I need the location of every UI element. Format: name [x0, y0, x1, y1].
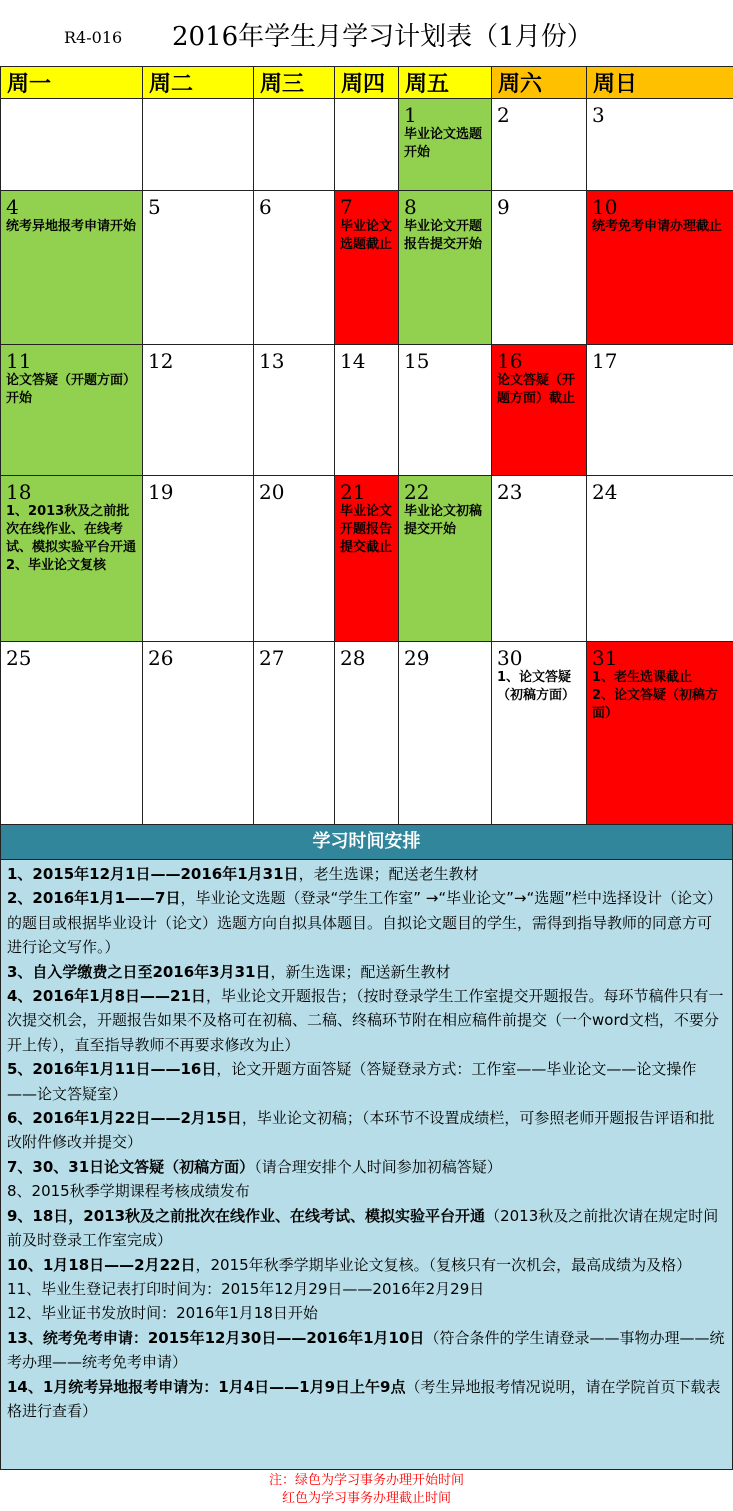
- schedule-item-desc: （请合理安排个人时间参加初稿答疑）: [254, 1158, 502, 1176]
- calendar-day-cell: [399, 345, 492, 476]
- day-number: 30: [492, 642, 586, 669]
- schedule-item-desc: （考生异地报考情况说明，请在学院首页下载表格进行查看）: [7, 1378, 721, 1420]
- calendar-day-cell: [143, 99, 254, 191]
- day-number: 6: [254, 191, 334, 218]
- calendar-day-cell: [587, 99, 733, 191]
- day-number: 20: [254, 476, 334, 503]
- calendar-day-cell: [399, 99, 492, 191]
- day-number: [254, 99, 334, 104]
- weekday-header: 周五: [399, 67, 492, 99]
- calendar-day-cell: [335, 191, 399, 345]
- calendar-day-cell: [587, 191, 733, 345]
- calendar-day-cell: [254, 191, 335, 345]
- day-event-text: 统考异地报考申请开始: [1, 218, 142, 236]
- calendar-day-cell: [335, 642, 399, 825]
- schedule-item: [7, 960, 726, 984]
- day-number: 11: [1, 345, 142, 372]
- day-event-text: 1、论文答疑（初稿方面）: [492, 669, 586, 705]
- schedule-item-desc: ，毕业论文选题（登录“学生工作室” →“毕业论文”→“选题”栏中选择设计（论文）的题目或根据毕业设计（论文）选题方向自拟具体题目。自拟论文题目的学生，需得到指导教师的同意方可进行论文写作。）: [7, 889, 722, 956]
- weekday-header: 周四: [335, 67, 399, 99]
- schedule-item-desc: ，老生选课；配送老生教材: [299, 865, 479, 883]
- calendar-day-cell: [1, 476, 143, 642]
- note-red: 红色为学习事务办理截止时间: [0, 1490, 733, 1508]
- calendar-day-cell: [399, 476, 492, 642]
- schedule-item: [7, 1326, 726, 1375]
- weekday-header: 周二: [143, 67, 254, 99]
- calendar-week-row: [1, 345, 733, 476]
- day-event-text: 1、老生选课截止 2、论文答疑（初稿方面）: [587, 669, 733, 723]
- schedule-item-desc: ，毕业论文初稿；（本环节不设置成绩栏，可参照老师开题报告评语和批改附件修改并提交）: [7, 1109, 714, 1151]
- schedule-item: [7, 1301, 726, 1325]
- day-number: 19: [143, 476, 253, 503]
- document-code: R4-016: [64, 28, 122, 47]
- calendar-day-cell: [335, 345, 399, 476]
- calendar-day-cell: [587, 345, 733, 476]
- schedule-item-desc: ，2015年秋季学期毕业论文复核。（复核只有一次机会，最高成绩为及格）: [196, 1256, 692, 1274]
- schedule-item: [7, 1179, 726, 1203]
- schedule-item: [7, 1155, 726, 1179]
- day-number: 27: [254, 642, 334, 669]
- day-number: 10: [587, 191, 733, 218]
- day-number: 12: [143, 345, 253, 372]
- day-number: 26: [143, 642, 253, 669]
- calendar-day-cell: [399, 191, 492, 345]
- day-number: 2: [492, 99, 586, 126]
- calendar-table: [0, 66, 733, 825]
- calendar-day-cell: [399, 642, 492, 825]
- day-number: [335, 99, 398, 104]
- day-number: 22: [399, 476, 491, 503]
- day-number: 17: [587, 345, 733, 372]
- schedule-item-desc: 12、毕业证书发放时间：2016年1月18日开始: [7, 1304, 318, 1322]
- day-event-text: 毕业论文选题截止: [335, 218, 398, 254]
- calendar-week-row: [1, 99, 733, 191]
- schedule-item: [7, 1375, 726, 1424]
- schedule-item-desc: 8、2015秋季学期课程考核成绩发布: [7, 1182, 250, 1200]
- schedule-item-date: 13、统考免考申请：2015年12月30日——2016年1月10日: [7, 1329, 424, 1347]
- schedule-item: [7, 862, 726, 886]
- calendar-day-cell: [143, 476, 254, 642]
- schedule-item-date: 2、2016年1月1——7日: [7, 889, 181, 907]
- day-number: 3: [587, 99, 733, 126]
- weekday-header: 周六: [492, 67, 587, 99]
- schedule-list: [1, 860, 732, 1423]
- schedule-title: 学习时间安排: [1, 825, 732, 860]
- day-number: 16: [492, 345, 586, 372]
- calendar-day-cell: [1, 191, 143, 345]
- day-number: 23: [492, 476, 586, 503]
- day-number: 1: [399, 99, 491, 126]
- schedule-item-desc: （2013秋及之前批次请在规定时间前及时登录工作室完成）: [7, 1207, 718, 1249]
- calendar-day-cell: [143, 191, 254, 345]
- day-event-text: 论文答疑（开题方面）开始: [1, 372, 142, 408]
- calendar-day-cell: [492, 99, 587, 191]
- calendar-day-cell: [1, 99, 143, 191]
- schedule-item-date: 3、自入学缴费之日至2016年3月31日: [7, 963, 271, 981]
- schedule-item: [7, 1204, 726, 1253]
- day-number: 8: [399, 191, 491, 218]
- day-number: 13: [254, 345, 334, 372]
- schedule-panel: [0, 824, 733, 1470]
- schedule-item-date: 5、2016年1月11日——16日: [7, 1060, 216, 1078]
- schedule-item-desc: 11、毕业生登记表打印时间为：2015年12月29日——2016年2月29日: [7, 1280, 484, 1298]
- calendar-day-cell: [492, 476, 587, 642]
- day-number: 7: [335, 191, 398, 218]
- day-event-text: 毕业论文初稿提交开始: [399, 503, 491, 539]
- calendar-day-cell: [587, 642, 733, 825]
- calendar-day-cell: [335, 99, 399, 191]
- schedule-item: [7, 984, 726, 1057]
- day-number: [143, 99, 253, 104]
- day-number: 28: [335, 642, 398, 669]
- calendar-day-cell: [492, 345, 587, 476]
- sheet-header: [0, 0, 733, 66]
- day-number: 25: [1, 642, 142, 669]
- day-event-text: 1、2013秋及之前批次在线作业、在线考试、模拟实验平台开通 2、毕业论文复核: [1, 503, 142, 575]
- color-legend-notes: [0, 1470, 733, 1511]
- day-number: 15: [399, 345, 491, 372]
- calendar-body: [1, 99, 733, 825]
- schedule-item-date: 9、18日，2013秋及之前批次在线作业、在线考试、模拟实验平台开通: [7, 1207, 485, 1225]
- day-number: 31: [587, 642, 733, 669]
- schedule-item: [7, 886, 726, 959]
- calendar-day-cell: [492, 642, 587, 825]
- day-event-text: 毕业论文开题报告提交开始: [399, 218, 491, 254]
- calendar-day-cell: [587, 476, 733, 642]
- day-event-text: 毕业论文开题报告提交截止: [335, 503, 398, 557]
- schedule-item-desc: ，论文开题方面答疑（答疑登录方式：工作室——毕业论文——论文操作——论文答疑室）: [7, 1060, 696, 1102]
- schedule-item: [7, 1253, 726, 1277]
- day-number: 9: [492, 191, 586, 218]
- schedule-item: [7, 1057, 726, 1106]
- schedule-item-date: 4、2016年1月8日——21日: [7, 987, 206, 1005]
- day-number: 4: [1, 191, 142, 218]
- day-number: 21: [335, 476, 398, 503]
- calendar-week-row: [1, 642, 733, 825]
- calendar-day-cell: [254, 345, 335, 476]
- day-number: [1, 99, 142, 104]
- schedule-item-date: 10、1月18日——2月22日: [7, 1256, 196, 1274]
- schedule-item-date: 14、1月统考异地报考申请为：1月4日——1月9日上午9点: [7, 1378, 406, 1396]
- calendar-week-row: [1, 191, 733, 345]
- schedule-item-date: 1、2015年12月1日——2016年1月31日: [7, 865, 299, 883]
- day-event-text: 毕业论文选题开始: [399, 126, 491, 162]
- calendar-day-cell: [254, 99, 335, 191]
- calendar-day-cell: [254, 642, 335, 825]
- calendar-day-cell: [1, 345, 143, 476]
- schedule-item: [7, 1277, 726, 1301]
- weekday-header: 周三: [254, 67, 335, 99]
- calendar-day-cell: [1, 642, 143, 825]
- day-number: 14: [335, 345, 398, 372]
- day-number: 29: [399, 642, 491, 669]
- schedule-item-date: 7、30、31日论文答疑（初稿方面）: [7, 1158, 254, 1176]
- schedule-item-date: 6、2016年1月22日——2月15日: [7, 1109, 242, 1127]
- weekday-header: 周日: [587, 67, 733, 99]
- day-event-text: 统考免考申请办理截止: [587, 218, 733, 236]
- page-title: 2016年学生月学习计划表（1月份）: [172, 16, 593, 53]
- calendar-day-cell: [492, 191, 587, 345]
- day-number: 24: [587, 476, 733, 503]
- day-number: 5: [143, 191, 253, 218]
- calendar-week-row: [1, 476, 733, 642]
- schedule-item-desc: ，毕业论文开题报告；（按时登录学生工作室提交开题报告。每环节稿件只有一次提交机会，开题报告如果不及格可在初稿、二稿、终稿环节附在相应稿件前提交（一个word文档，不要分开上传），直至指导教师不再要求修改为止）: [7, 987, 723, 1054]
- day-number: 18: [1, 476, 142, 503]
- calendar-day-cell: [254, 476, 335, 642]
- weekday-header-row: [1, 67, 733, 99]
- weekday-header: 周一: [1, 67, 143, 99]
- note-green: 注：绿色为学习事务办理开始时间: [0, 1472, 733, 1490]
- schedule-item: [7, 1106, 726, 1155]
- schedule-item-desc: （符合条件的学生请登录——事物办理——统考办理——统考免考申请）: [7, 1329, 724, 1371]
- day-event-text: 论文答疑（开题方面）截止: [492, 372, 586, 408]
- schedule-item-desc: ，新生选课；配送新生教材: [271, 963, 451, 981]
- calendar-day-cell: [143, 345, 254, 476]
- calendar-day-cell: [143, 642, 254, 825]
- calendar-day-cell: [335, 476, 399, 642]
